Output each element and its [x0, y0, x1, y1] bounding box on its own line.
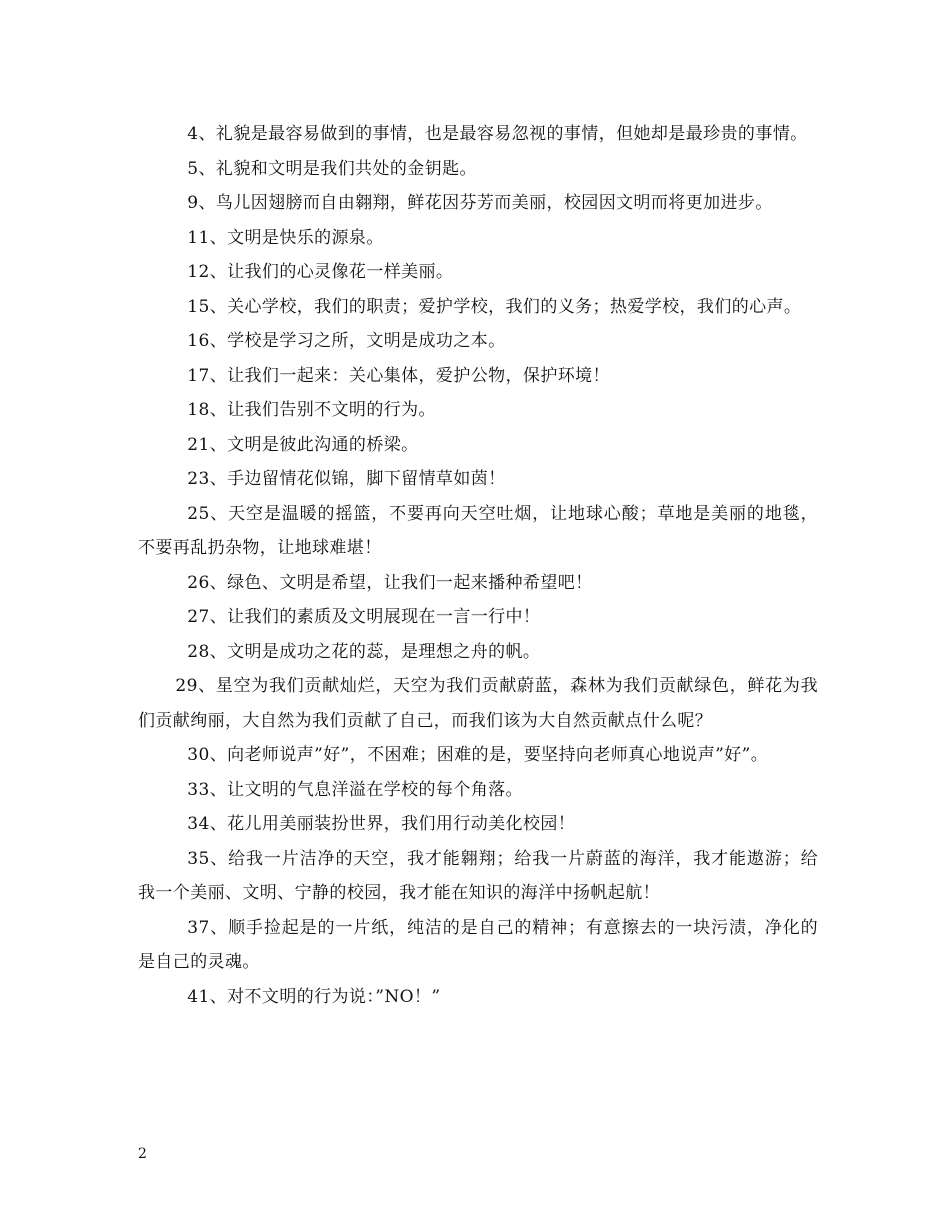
slogan-paragraph: 11、文明是快乐的源泉。 — [187, 227, 384, 248]
slogan-paragraph: 34、花儿用美丽装扮世界，我们用行动美化校园！ — [187, 814, 576, 834]
slogan-paragraph: 29、星空为我们贡献灿烂，天空为我们贡献蔚蓝，森林为我们贡献绿色，鲜花为我们贡献绚丽，大自然为我们贡献了自己，而我们该为大自然贡献点什么呢？ — [138, 676, 818, 731]
slogan-paragraph: 26、绿色、文明是希望，让我们一起来播种希望吧！ — [187, 572, 593, 593]
slogan-paragraph: 12、让我们的心灵像花一样美丽。 — [187, 262, 454, 282]
slogan-paragraph: 41、对不文明的行为说：”NO！” — [187, 986, 441, 1007]
slogan-paragraph: 37、顺手捡起是的一片纸，纯洁的是自己的精神；有意擦去的一块污渍，净化的是自己的灵魂。 — [138, 917, 818, 972]
slogan-paragraph: 27、让我们的素质及文明展现在一言一行中！ — [187, 607, 541, 627]
slogan-paragraph: 5、礼貌和文明是我们共处的金钥匙。 — [187, 158, 477, 179]
slogan-paragraph: 25、天空是温暖的摇篮，不要再向天空吐烟，让地球心酸；草地是美丽的地毯，不要再乱扔杂物，让地球难堪！ — [138, 503, 818, 558]
slogan-paragraph: 33、让文明的气息洋溢在学校的每个角落。 — [187, 779, 523, 800]
slogan-paragraph: 15、关心学校，我们的职责；爱护学校，我们的义务；热爱学校，我们的心声。 — [187, 296, 802, 317]
slogan-paragraph: 28、文明是成功之花的蕊，是理想之舟的帆。 — [187, 641, 541, 662]
slogan-paragraph: 17、让我们一起来：关心集体，爱护公物，保护环境！ — [187, 365, 610, 386]
slogan-paragraph: 23、手边留情花似锦，脚下留情草如茵！ — [187, 469, 506, 489]
slogan-paragraph: 35、给我一片洁净的天空，我才能翱翔；给我一片蔚蓝的海洋，我才能遨游；给我一个美丽、文明、宁静的校园，我才能在知识的海洋中扬帆起航！ — [138, 848, 818, 903]
document-body — [138, 117, 818, 1014]
slogan-paragraph: 30、向老师说声”好”，不困难；困难的是，要坚持向老师真心地说声”好”。 — [187, 745, 769, 765]
slogan-paragraph: 4、礼貌是最容易做到的事情，也是最容易忽视的事情，但她却是最珍贵的事情。 — [187, 124, 808, 144]
slogan-paragraph: 21、文明是彼此沟通的桥梁。 — [187, 434, 419, 455]
slogan-paragraph: 16、学校是学习之所，文明是成功之本。 — [187, 331, 506, 351]
slogan-paragraph: 18、让我们告别不文明的行为。 — [187, 400, 436, 420]
page-number: 2 — [138, 1146, 147, 1162]
slogan-paragraph: 9、鸟儿因翅膀而自由翱翔，鲜花因芬芳而美丽，校园因文明而将更加进步。 — [187, 193, 773, 213]
